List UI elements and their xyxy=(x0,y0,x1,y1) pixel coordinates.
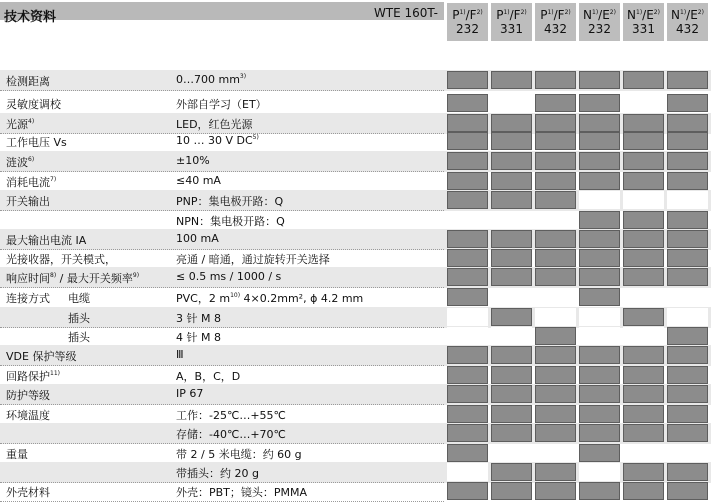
variant-code: 232 xyxy=(456,22,479,36)
applies-cell xyxy=(579,71,620,89)
applies-cell xyxy=(491,152,532,170)
applies-cell xyxy=(579,172,620,190)
spec-label: 灵敏度调校 xyxy=(6,98,61,111)
applies-cell xyxy=(535,132,576,150)
not-applicable-cell xyxy=(447,211,488,229)
spec-value: PNP：集电极开路：Q xyxy=(176,195,284,208)
spec-value: 0…700 $mm^{3)}$ xyxy=(176,73,247,86)
page-title: 技术资料 xyxy=(4,10,57,25)
applies-cell xyxy=(579,94,620,112)
applies-cell xyxy=(579,211,620,229)
not-applicable-cell xyxy=(667,308,708,326)
spec-row xyxy=(0,131,711,152)
applies-cell xyxy=(623,71,664,89)
applies-cell xyxy=(623,211,664,229)
spec-label: 检测距离 xyxy=(6,75,50,88)
spec-row xyxy=(0,443,711,464)
applies-cell xyxy=(535,463,576,481)
applies-cell xyxy=(579,268,620,286)
applies-cell xyxy=(491,424,532,442)
not-applicable-cell xyxy=(491,444,532,462)
applies-cell xyxy=(447,346,488,364)
applies-cell xyxy=(535,366,576,384)
spec-row xyxy=(0,70,711,91)
spec-value: 4 针 M 8 xyxy=(176,331,221,344)
applies-cell xyxy=(447,444,488,462)
not-applicable-cell xyxy=(491,94,532,112)
applies-cell xyxy=(491,268,532,286)
spec-row xyxy=(0,171,711,192)
spec-value: ≤40 mA xyxy=(176,174,221,187)
applies-cell xyxy=(447,268,488,286)
spec-row xyxy=(0,345,711,366)
applies-cell xyxy=(667,94,708,112)
spec-row xyxy=(0,190,711,211)
model-prefix: WTE 160T- xyxy=(373,6,438,20)
spec-label: 环境温度 xyxy=(6,409,50,422)
applies-cell xyxy=(491,385,532,403)
not-applicable-cell xyxy=(491,288,532,306)
spec-label: 连接方式 xyxy=(6,292,50,305)
applies-cell xyxy=(667,172,708,190)
applies-cell xyxy=(491,482,532,500)
applies-cell xyxy=(491,191,532,209)
applies-cell xyxy=(667,249,708,267)
spec-value: 带插头：约 20 g xyxy=(176,467,259,480)
applies-cell xyxy=(623,346,664,364)
applies-cell xyxy=(447,94,488,112)
applies-cell xyxy=(491,308,532,326)
not-applicable-cell xyxy=(579,327,620,345)
applies-cell xyxy=(447,152,488,170)
applies-cell xyxy=(579,132,620,150)
applies-cell xyxy=(491,249,532,267)
variant-column-header: $P^{1)}/F^{2)}$ 232 xyxy=(447,3,488,41)
applies-cell xyxy=(535,191,576,209)
applies-cell xyxy=(447,249,488,267)
variant-code: 432 xyxy=(544,22,567,36)
spec-value: ±10% xyxy=(176,154,210,167)
not-applicable-cell xyxy=(535,308,576,326)
not-applicable-cell xyxy=(623,191,664,209)
applies-cell xyxy=(535,172,576,190)
applies-cell xyxy=(623,132,664,150)
applies-cell xyxy=(447,385,488,403)
applies-cell xyxy=(579,385,620,403)
applies-cell xyxy=(579,346,620,364)
spec-value: 外壳：PBT；镜头：PMMA xyxy=(176,486,308,499)
variant-code: 232 xyxy=(588,22,611,36)
applies-cell xyxy=(623,152,664,170)
spec-label: 光接收器，开关模式， xyxy=(6,253,116,266)
spec-value: 100 mA xyxy=(176,232,219,245)
applies-cell xyxy=(491,463,532,481)
spec-label: VDE 保护等级 xyxy=(6,350,77,363)
spec-label: 消耗电流$^{7)}$ xyxy=(6,176,57,189)
spec-row xyxy=(0,287,711,308)
applies-cell xyxy=(535,385,576,403)
variant-column-header: $N^{1)}/E^{2)}$ 331 xyxy=(623,3,664,41)
spec-label: 工作电压 Vs xyxy=(6,136,67,149)
applies-cell xyxy=(667,327,708,345)
applies-cell xyxy=(667,385,708,403)
spec-row xyxy=(0,151,711,172)
spec-label: 外壳材料 xyxy=(6,486,50,499)
applies-cell xyxy=(623,114,664,132)
variant-column-header: $N^{1)}/E^{2)}$ 432 xyxy=(667,3,708,41)
row-divider xyxy=(0,90,444,91)
applies-cell xyxy=(447,172,488,190)
spec-row xyxy=(0,462,711,483)
spec-row xyxy=(0,248,711,269)
applies-cell xyxy=(667,71,708,89)
variant-code: 331 xyxy=(500,22,523,36)
applies-cell xyxy=(447,191,488,209)
not-applicable-cell xyxy=(579,308,620,326)
applies-cell xyxy=(623,424,664,442)
not-applicable-cell xyxy=(447,463,488,481)
spec-value: A，B，C，D xyxy=(176,370,241,383)
spec-value: IP 67 xyxy=(176,387,204,400)
applies-cell xyxy=(535,346,576,364)
applies-cell xyxy=(535,327,576,345)
not-applicable-cell xyxy=(579,191,620,209)
not-applicable-cell xyxy=(491,211,532,229)
spec-value: NPN：集电极开路：Q xyxy=(176,215,285,228)
applies-cell xyxy=(447,288,488,306)
applies-cell xyxy=(623,308,664,326)
applies-cell xyxy=(491,114,532,132)
applies-cell xyxy=(623,405,664,423)
applies-cell xyxy=(447,230,488,248)
not-applicable-cell xyxy=(623,288,664,306)
applies-cell xyxy=(579,366,620,384)
spec-value: 亮通 / 暗通，通过旋转开关选择 xyxy=(176,253,330,266)
applies-cell xyxy=(491,346,532,364)
applies-cell xyxy=(623,249,664,267)
applies-cell xyxy=(623,230,664,248)
applies-cell xyxy=(623,482,664,500)
spec-label: 重量 xyxy=(6,448,28,461)
applies-cell xyxy=(579,114,620,132)
spec-row xyxy=(0,307,711,328)
spec-row xyxy=(0,326,711,347)
spec-row xyxy=(0,267,711,288)
spec-sublabel: 插头 xyxy=(68,312,90,325)
applies-cell xyxy=(667,424,708,442)
applies-cell xyxy=(535,268,576,286)
spec-label: 涟波$^{6)}$ xyxy=(6,156,35,169)
not-applicable-cell xyxy=(667,191,708,209)
applies-cell xyxy=(667,132,708,150)
applies-cell xyxy=(447,366,488,384)
variant-column-header: $P^{1)}/F^{2)}$ 331 xyxy=(491,3,532,41)
spec-row xyxy=(0,210,711,231)
applies-cell xyxy=(667,230,708,248)
spec-sublabel: 插头 xyxy=(68,331,90,344)
spec-row xyxy=(0,384,711,405)
applies-cell xyxy=(447,405,488,423)
applies-cell xyxy=(491,172,532,190)
spec-value: 工作：-25℃…+55℃ xyxy=(176,409,286,422)
applies-cell xyxy=(535,230,576,248)
applies-cell xyxy=(667,114,708,132)
applies-cell xyxy=(667,463,708,481)
applies-cell xyxy=(667,366,708,384)
applies-cell xyxy=(623,172,664,190)
applies-cell xyxy=(491,405,532,423)
spec-value: 外部自学习（ET） xyxy=(176,98,267,111)
spec-value: PVC，2 $m^{10)}$ 4×0.2mm², ϕ 4.2 mm xyxy=(176,292,364,305)
applies-cell xyxy=(667,346,708,364)
spec-label: 回路保护$^{11)}$ xyxy=(6,370,60,383)
spec-value: 3 针 M 8 xyxy=(176,312,221,325)
spec-value: ≤ 0.5 ms / 1000 / s xyxy=(176,270,282,283)
applies-cell xyxy=(535,482,576,500)
applies-cell xyxy=(535,405,576,423)
not-applicable-cell xyxy=(447,308,488,326)
applies-cell xyxy=(491,230,532,248)
spec-value: LED，红色光源 xyxy=(176,118,253,131)
applies-cell xyxy=(623,268,664,286)
not-applicable-cell xyxy=(535,444,576,462)
variant-code: 331 xyxy=(632,22,655,36)
not-applicable-cell xyxy=(623,444,664,462)
header-bar xyxy=(0,2,444,25)
spec-row xyxy=(0,93,711,114)
not-applicable-cell xyxy=(623,94,664,112)
applies-cell xyxy=(579,230,620,248)
not-applicable-cell xyxy=(667,288,708,306)
not-applicable-cell xyxy=(579,463,620,481)
applies-cell xyxy=(447,114,488,132)
variant-column-header: $N^{1)}/E^{2)}$ 232 xyxy=(579,3,620,41)
applies-cell xyxy=(535,424,576,442)
spec-value: Ⅲ xyxy=(176,348,184,361)
applies-cell xyxy=(535,71,576,89)
applies-cell xyxy=(491,132,532,150)
spec-row xyxy=(0,481,711,502)
not-applicable-cell xyxy=(447,327,488,345)
applies-cell xyxy=(667,152,708,170)
applies-cell xyxy=(667,482,708,500)
spec-row xyxy=(0,365,711,386)
spec-label: 最大输出电流 IA xyxy=(6,234,87,247)
applies-cell xyxy=(579,424,620,442)
spec-value: 10 … 30 V DC$^{5)}$ xyxy=(176,134,259,147)
applies-cell xyxy=(535,94,576,112)
spec-value: 带 2 / 5 米电缆：约 60 g xyxy=(176,448,302,461)
variant-column-header: $P^{1)}/F^{2)}$ 432 xyxy=(535,3,576,41)
not-applicable-cell xyxy=(491,327,532,345)
spec-sublabel: 电缆 xyxy=(68,292,90,305)
spec-label: 光源$^{4)}$ xyxy=(6,118,35,131)
spec-label: 响应时间$^{8)}$ / 最大开关频率$^{9)}$ xyxy=(6,272,140,285)
applies-cell xyxy=(667,211,708,229)
not-applicable-cell xyxy=(535,211,576,229)
applies-cell xyxy=(579,444,620,462)
applies-cell xyxy=(667,268,708,286)
applies-cell xyxy=(623,463,664,481)
spec-row xyxy=(0,229,711,250)
spec-label: 防护等级 xyxy=(6,389,50,402)
applies-cell xyxy=(535,152,576,170)
applies-cell xyxy=(623,385,664,403)
spec-row xyxy=(0,423,711,444)
applies-cell xyxy=(447,132,488,150)
applies-cell xyxy=(579,482,620,500)
applies-cell xyxy=(447,482,488,500)
not-applicable-cell xyxy=(667,444,708,462)
applies-cell xyxy=(579,405,620,423)
applies-cell xyxy=(579,152,620,170)
applies-cell xyxy=(623,366,664,384)
spec-row xyxy=(0,404,711,425)
not-applicable-cell xyxy=(535,288,576,306)
variant-code: 432 xyxy=(676,22,699,36)
applies-cell xyxy=(491,71,532,89)
applies-cell xyxy=(535,114,576,132)
applies-cell xyxy=(447,424,488,442)
spec-label: 开关输出 xyxy=(6,195,50,208)
applies-cell xyxy=(535,249,576,267)
applies-cell xyxy=(667,405,708,423)
applies-cell xyxy=(579,288,620,306)
applies-cell xyxy=(579,249,620,267)
applies-cell xyxy=(491,366,532,384)
applies-cell xyxy=(447,71,488,89)
not-applicable-cell xyxy=(623,327,664,345)
spec-value: 存储：-40℃…+70℃ xyxy=(176,428,286,441)
